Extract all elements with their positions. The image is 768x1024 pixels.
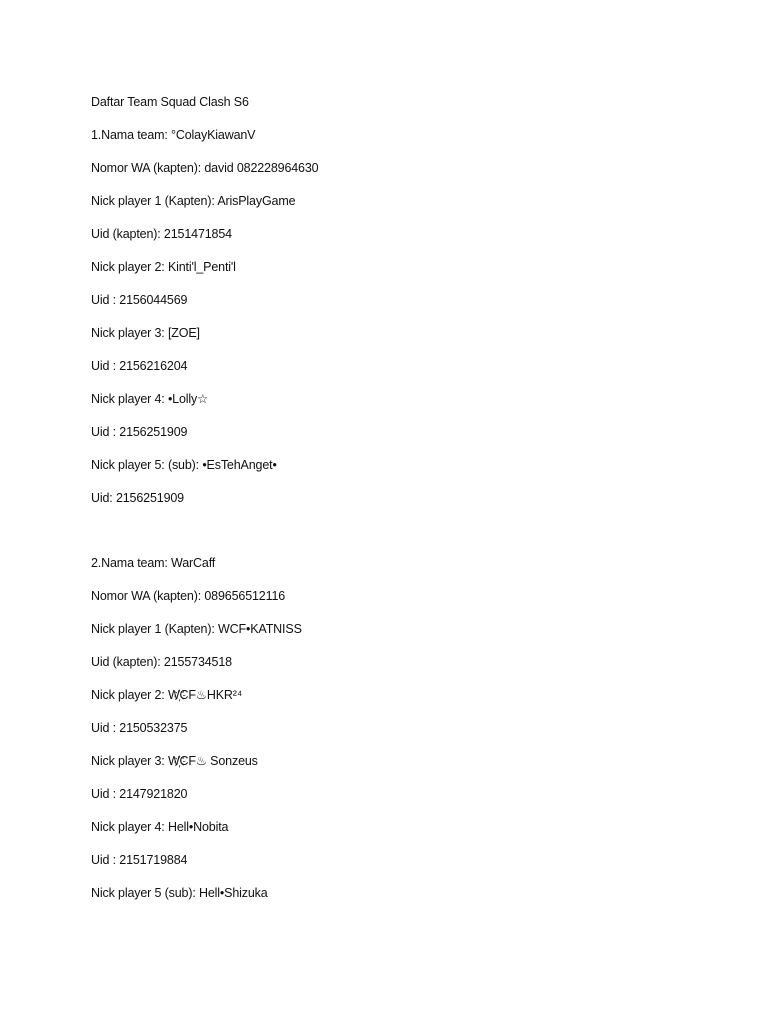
team-1-player-2-uid: Uid : 2156044569	[91, 293, 188, 307]
team-2-player-3-uid: Uid : 2147921820	[91, 787, 188, 801]
team-1-player-1-uid: Uid (kapten): 2151471854	[91, 227, 232, 241]
team-1-player-3-nick: Nick player 3: [ZOE]	[91, 326, 200, 340]
team-2-player-4-uid: Uid : 2151719884	[91, 853, 188, 867]
team-2-player-2-uid: Uid : 2150532375	[91, 721, 188, 735]
team-2-player-2-nick: Nick player 2: W҉CF♨HKR²⁴	[91, 688, 243, 702]
team-1-player-4-uid: Uid : 2156251909	[91, 425, 188, 439]
team-2-player-5-nick: Nick player 5 (sub): Hell•Shizuka	[91, 886, 268, 900]
document-content	[91, 92, 711, 916]
team-1-name: 1.Nama team: °ColayKiawanV	[91, 128, 256, 142]
document-title: Daftar Team Squad Clash S6	[91, 95, 249, 109]
section-spacer	[91, 521, 711, 553]
team-1-player-1-nick: Nick player 1 (Kapten): ArisPlayGame	[91, 194, 296, 208]
team-2-captain-phone: Nomor WA (kapten): 089656512116	[91, 589, 286, 603]
team-1-player-2-nick: Nick player 2: Kinti'l_Penti'l	[91, 260, 236, 274]
team-1-player-5-uid: Uid: 2156251909	[91, 491, 184, 505]
team-2-player-1-nick: Nick player 1 (Kapten): WCF•KATNISS	[91, 622, 302, 636]
team-2-name: 2.Nama team: WarCaff	[91, 556, 216, 570]
team-1-player-3-uid: Uid : 2156216204	[91, 359, 188, 373]
team-1-captain-phone: Nomor WA (kapten): david 082228964630	[91, 161, 319, 175]
team-2-player-1-uid: Uid (kapten): 2155734518	[91, 655, 232, 669]
team-2-player-4-nick: Nick player 4: Hell•Nobita	[91, 820, 229, 834]
team-1-player-5-nick: Nick player 5: (sub): •EsTehAnget•	[91, 458, 277, 472]
team-1-player-4-nick: Nick player 4: •Lolly☆	[91, 392, 209, 406]
team-2-player-3-nick: Nick player 3: W҉CF♨ Sonzeus	[91, 754, 258, 768]
